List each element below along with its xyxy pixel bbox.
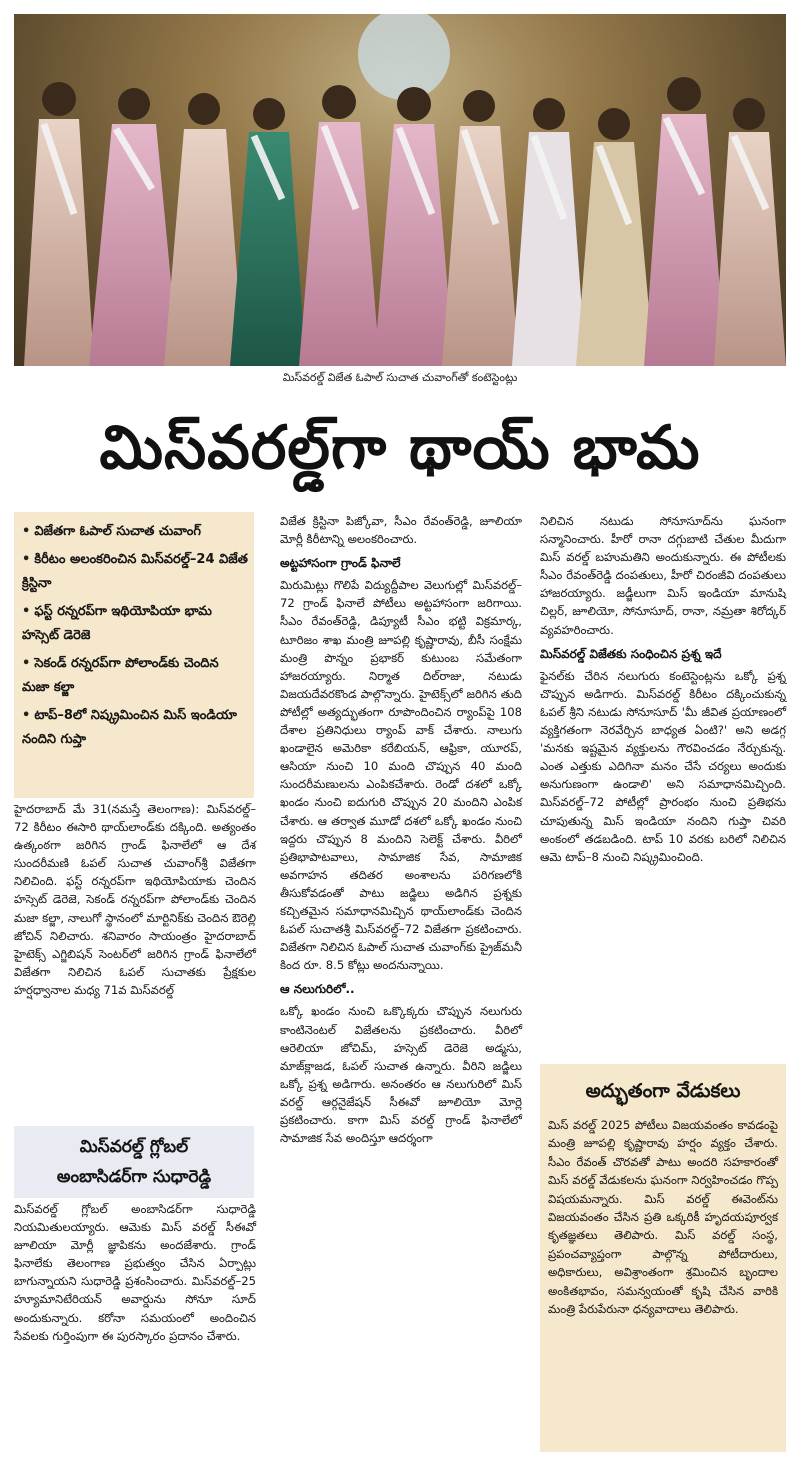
contestants-photo [14,14,786,366]
headline: మిస్‌వరల్డ్‌గా థాయ్ భామ [99,413,701,483]
ambassador-line-2: అంబాసిడర్‌గా సుధారెడ్డి [56,1167,212,1187]
highlight-item: • టాప్–8లో నిష్క్రమించిన మిస్ ఇండియా నందిని గుప్తా [22,708,237,747]
highlight-item: • విజేతగా ఓపాల్ సుచాత చువాంగ్ [22,524,201,539]
article-paragraph: మిరుమిట్లు గొలిపే విద్యుద్దీపాల వెలుగుల్లో మిస్‌వరల్డ్–72 గ్రాండ్ ఫినాలే పోటీలు అట్టహాసంగా జరిగాయి. సీఎం రేవంత్‌రెడ్డి, డిప్యూటీ సీఎం భట్టి విక్రమార్క, టూరిజం శాఖ మంత్రి జూపల్లి కృష్ణారావు, బీసీ సంక్షేమ మంత్రి పొన్నం ప్రభాకర్ కుటుంబ సమేతంగా హాజరయ్యారు. నిర్మాత దిల్‌రాజు, నటుడు విజయదేవరకొండ పాల్గొన్నారు. హైటెక్స్‌లో జరిగిన తుది పోటీల్లో అత్యద్భుతంగా రూపొందించిన ర్యాంప్‌పై 108 దేశాల ప్రతినిధులు ర్యాంప్ వాక్ చేశారు. నాలుగు ఖండాలైన అమెరికా కరేబియన్, ఆఫ్రికా, యూరప్, ఆసియా నుంచి 10 మంది చొప్పున 40 మంది సుందరీమణులను ఎంపికచేశారు. రెండో దశలో ఒక్కో ఖండం నుంచి ఐదుగురి చొప్పున 20 మందిని ఎంపిక చేశారు. ఆ తర్వాత మూడో దశలో ఒక్కో ఖండం నుంచి ఇద్దరు చొప్పున 8 మందిని సెలెక్ట్ చేశారు. వీరిలో ప్రతిభాపాటవాలు, సామాజిక సేవ, సామాజిక అవగాహన తదితర అంశాలను పరిగణలోకి తీసుకోవడంతో పాటు జడ్జిలు అడిగిన ప్రశ్నకు కచ్చితమైన సమాధానమిచ్చిన థాయ్‌లాండ్‌కు చెందిన ఓపల్ సుచాతశ్రీ మిస్‌వరల్డ్–72 విజేతగా ప్రకటించారు. విజేతగా నిలిచిన ఓపాల్ సుచాత చువాంగ్‌కు ప్రైజ్‌మనీ కింద రూ. 8.5 కోట్లు అందనున్నాయి. [280,578,522,973]
article-paragraph: మిస్‌వరల్డ్ గ్లోబల్ అంబాసిడర్‌గా సుధారెడ్డి నియమితులయ్యారు. ఆమెకు మిస్ వరల్డ్ సీఈవో జూలియా మోర్లీ జ్ఞాపికను అందజేశారు. గ్రాండ్ ఫినాలేకు తెలంగాణ ప్రభుత్వం చేసిన ఏర్పాట్లు బాగున్నాయని సుధారెడ్డి ప్రశంసించారు. మిస్‌వరల్డ్–25 హ్యూమానిటేరియన్ అవార్డును సోనూ సూద్ అందుకున్నారు. కరోనా సమయంలో అందించిన సేవలకు గుర్తింపుగా ఈ పురస్కారం ప్రదానం చేశారు. [14,1202,256,1343]
ambassador-line-1: మిస్‌వరల్డ్ గ్లోబల్ [79,1137,189,1157]
subheading: మిస్‌వరల్డ్ విజేతకు సంధించిన ప్రశ్న ఇదే [540,646,722,661]
photo-caption: మిస్‌వరల్డ్ విజేత ఓపాల్ సుచాత చువాంగ్‌తో కంటెస్టెంట్లు [282,371,518,384]
article-paragraph: ఫైనల్‌కు చేరిన నలుగురు కంటెస్టెంట్లను ఒక్కో ప్రశ్న చొప్పున అడిగారు. మిస్‌వరల్డ్ కిరీటం దక్కించుకున్న ఓపల్ శ్రీని నటుడు సోనూసూద్ 'మీ జీవిత ప్రయాణంలో వ్యక్తిగతంగా నెరవేర్చిన బాధ్యత ఏంటి?' అని అడగ్గ 'మనకు ఇష్టమైన వ్యక్తులను గౌరవించడం నేర్చుకున్న. ఎంత ఎత్తుకు ఎదిగినా మనం చేసే చర్యలు అందుకు అనుగుణంగా ఉండాలి' అని సమాధానమిచ్చింది. మిస్‌వరల్డ్–72 పోటీల్లో ప్రారంభం నుంచి ప్రతిభను చూపుతున్న మిస్ ఇండియా నందిని గుప్తా చివరి అంకంలో తడబడింది. టాప్ 10 వరకు బరిలో నిలిచిన ఆమె టాప్–8 నుంచి నిష్క్రమించింది. [540,668,786,864]
article-column-1 [14,800,256,1120]
highlights-box [14,512,254,798]
celebrations-title: అద్భుతంగా వేడుకలు [585,1080,741,1102]
subheading: ఆ నలుగురిలో.. [280,982,355,997]
subheading: అట్టహాసంగా గ్రాండ్ ఫినాలే [280,556,401,571]
celebrations-body: మిస్ వరల్డ్ 2025 పోటీలు విజయవంతం కావడంపై మంత్రి జూపల్లి కృష్ణారావు హర్షం వ్యక్తం చేశారు. సీఎం రేవంత్ చొరవతో పాటు అందరి సహకారంతో మిస్ వరల్డ్ వేడుకలను ఘనంగా నిర్వహించడం గొప్ప విషయమన్నారు. మిస్ వరల్డ్ ఈవెంట్‌ను విజయవంతం చేసిన ప్రతి ఒక్కరికీ హృదయపూర్వక కృతజ్ఞతలు తెలిపారు. మిస్ వరల్డ్ సంస్థ, ప్రపంచవ్యాప్తంగా పాల్గొన్న పోటీదారులు, అధికారులు, అవిశ్రాంతంగా శ్రమించిన బృందాల అంకితభావం, సమన్వయంతో కృషి చేసిన వారికి మంత్రి పేరుపేరునా ధన్యవాదాలు తెలిపారు. [548,1118,778,1317]
highlight-item: • కిరీటం అలంకరించిన మిస్‌వరల్డ్–24 విజేత క్రిస్టినా [22,552,248,591]
article-paragraph: హైదరాబాద్ మే 31(నమస్తే తెలంగాణ): మిస్‌వరల్డ్–72 కిరీటం ఈసారి థాయ్‌లాండ్‌కు దక్కింది. అత్యంతం ఉత్కంఠగా జరిగిన గ్రాండ్ ఫినాలేలో ఆ దేశ సుందరీమణి ఓపల్ సుచాత చువాంగ్‌శ్రీ విజేతగా నిలిచింది. ఫస్ట్ రన్నరప్‌గా ఇథియోపియాకు చెందిన హస్సెట్ డెరెజె, సెకండ్ రన్నరప్‌గా పోలాండ్‌కు చెందిన మజా కల్జా, నాలుగో స్థానంలో మార్టినిక్‌కు చెందిన ఔరెల్లి జోచిన్ నిలిచారు. శనివారం సాయంత్రం హైదరాబాద్ హైటెక్స్ ఎగ్జిబిషన్ సెంటర్‌లో జరిగిన గ్రాండ్ ఫినాలేలో విజేతగా నిలిచిన ఓపల్ సుచాతకు ప్రేక్షకుల హర్షధ్వానాల మధ్య 71వ మిస్‌వరల్డ్ [14,802,256,997]
highlight-item: • సెకండ్ రన్నరప్‌గా పోలాండ్‌కు చెందిన మజా కల్జా [22,656,219,695]
highlight-item: • ఫస్ట్ రన్నరప్‌గా ఇథియోపియా భామ హస్సెట్ డెరెజె [22,604,212,643]
article-column-1-lower [14,1200,256,1455]
celebrations-box [540,1064,786,1452]
article-paragraph: ఒక్కో ఖండం నుంచి ఒక్కొక్కరు చొప్పున నలుగురు కాంటినెంటల్ విజేతలను ప్రకటించారు. వీరిలో ఆరెలియా జోచిమ్, హస్సెట్ డెరెజె అడ్మసు, మాజ్‌క్లాజడ, ఓపల్ సుచాత ఉన్నారు. వీరిని జడ్జిలు ఒక్కో ప్రశ్న అడిగారు. అనంతరం ఆ నలుగురిలో మిస్ వరల్డ్ ఆర్గనైజేషన్ సీఈవో జూలియో మోర్లె ప్రకటించారు. కాగా మిస్ వరల్డ్ గ్రాండ్ ఫినాలేలో సామాజిక సేవ అందిస్తూ ఆదర్శంగా [280,1004,522,1146]
article-paragraph: విజేత క్రిస్టినా పిజ్కోవా, సీఎం రేవంత్‌రెడ్డి, జూలియా మోర్లీ కిరీటాన్ని అలంకరించారు. [280,514,522,547]
ambassador-box [14,1126,254,1198]
article-column-3 [540,512,786,866]
article-paragraph: నిలిచిన నటుడు సోనూసూద్‌ను ఘనంగా సన్మానించారు. హీరో రానా దగ్గుబాటి చేతుల మీదుగా మిస్ వరల్డ్ బహుమతిని అందుకున్నారు. ఈ పోటీలకు సీఎం రేవంత్‌రెడ్డి దంపతులు, హీరో చిరంజీవి దంపతులు హాజరయ్యారు. జడ్జీలుగా మిస్ ఇండియా మానుషి చిల్లర్, జూలియో, సోనూసూద్, రానా, నమ్రతా శిరోద్కర్ వ్యవహరించారు. [540,514,786,637]
top-strip [0,0,800,14]
article-column-2 [280,512,522,1147]
